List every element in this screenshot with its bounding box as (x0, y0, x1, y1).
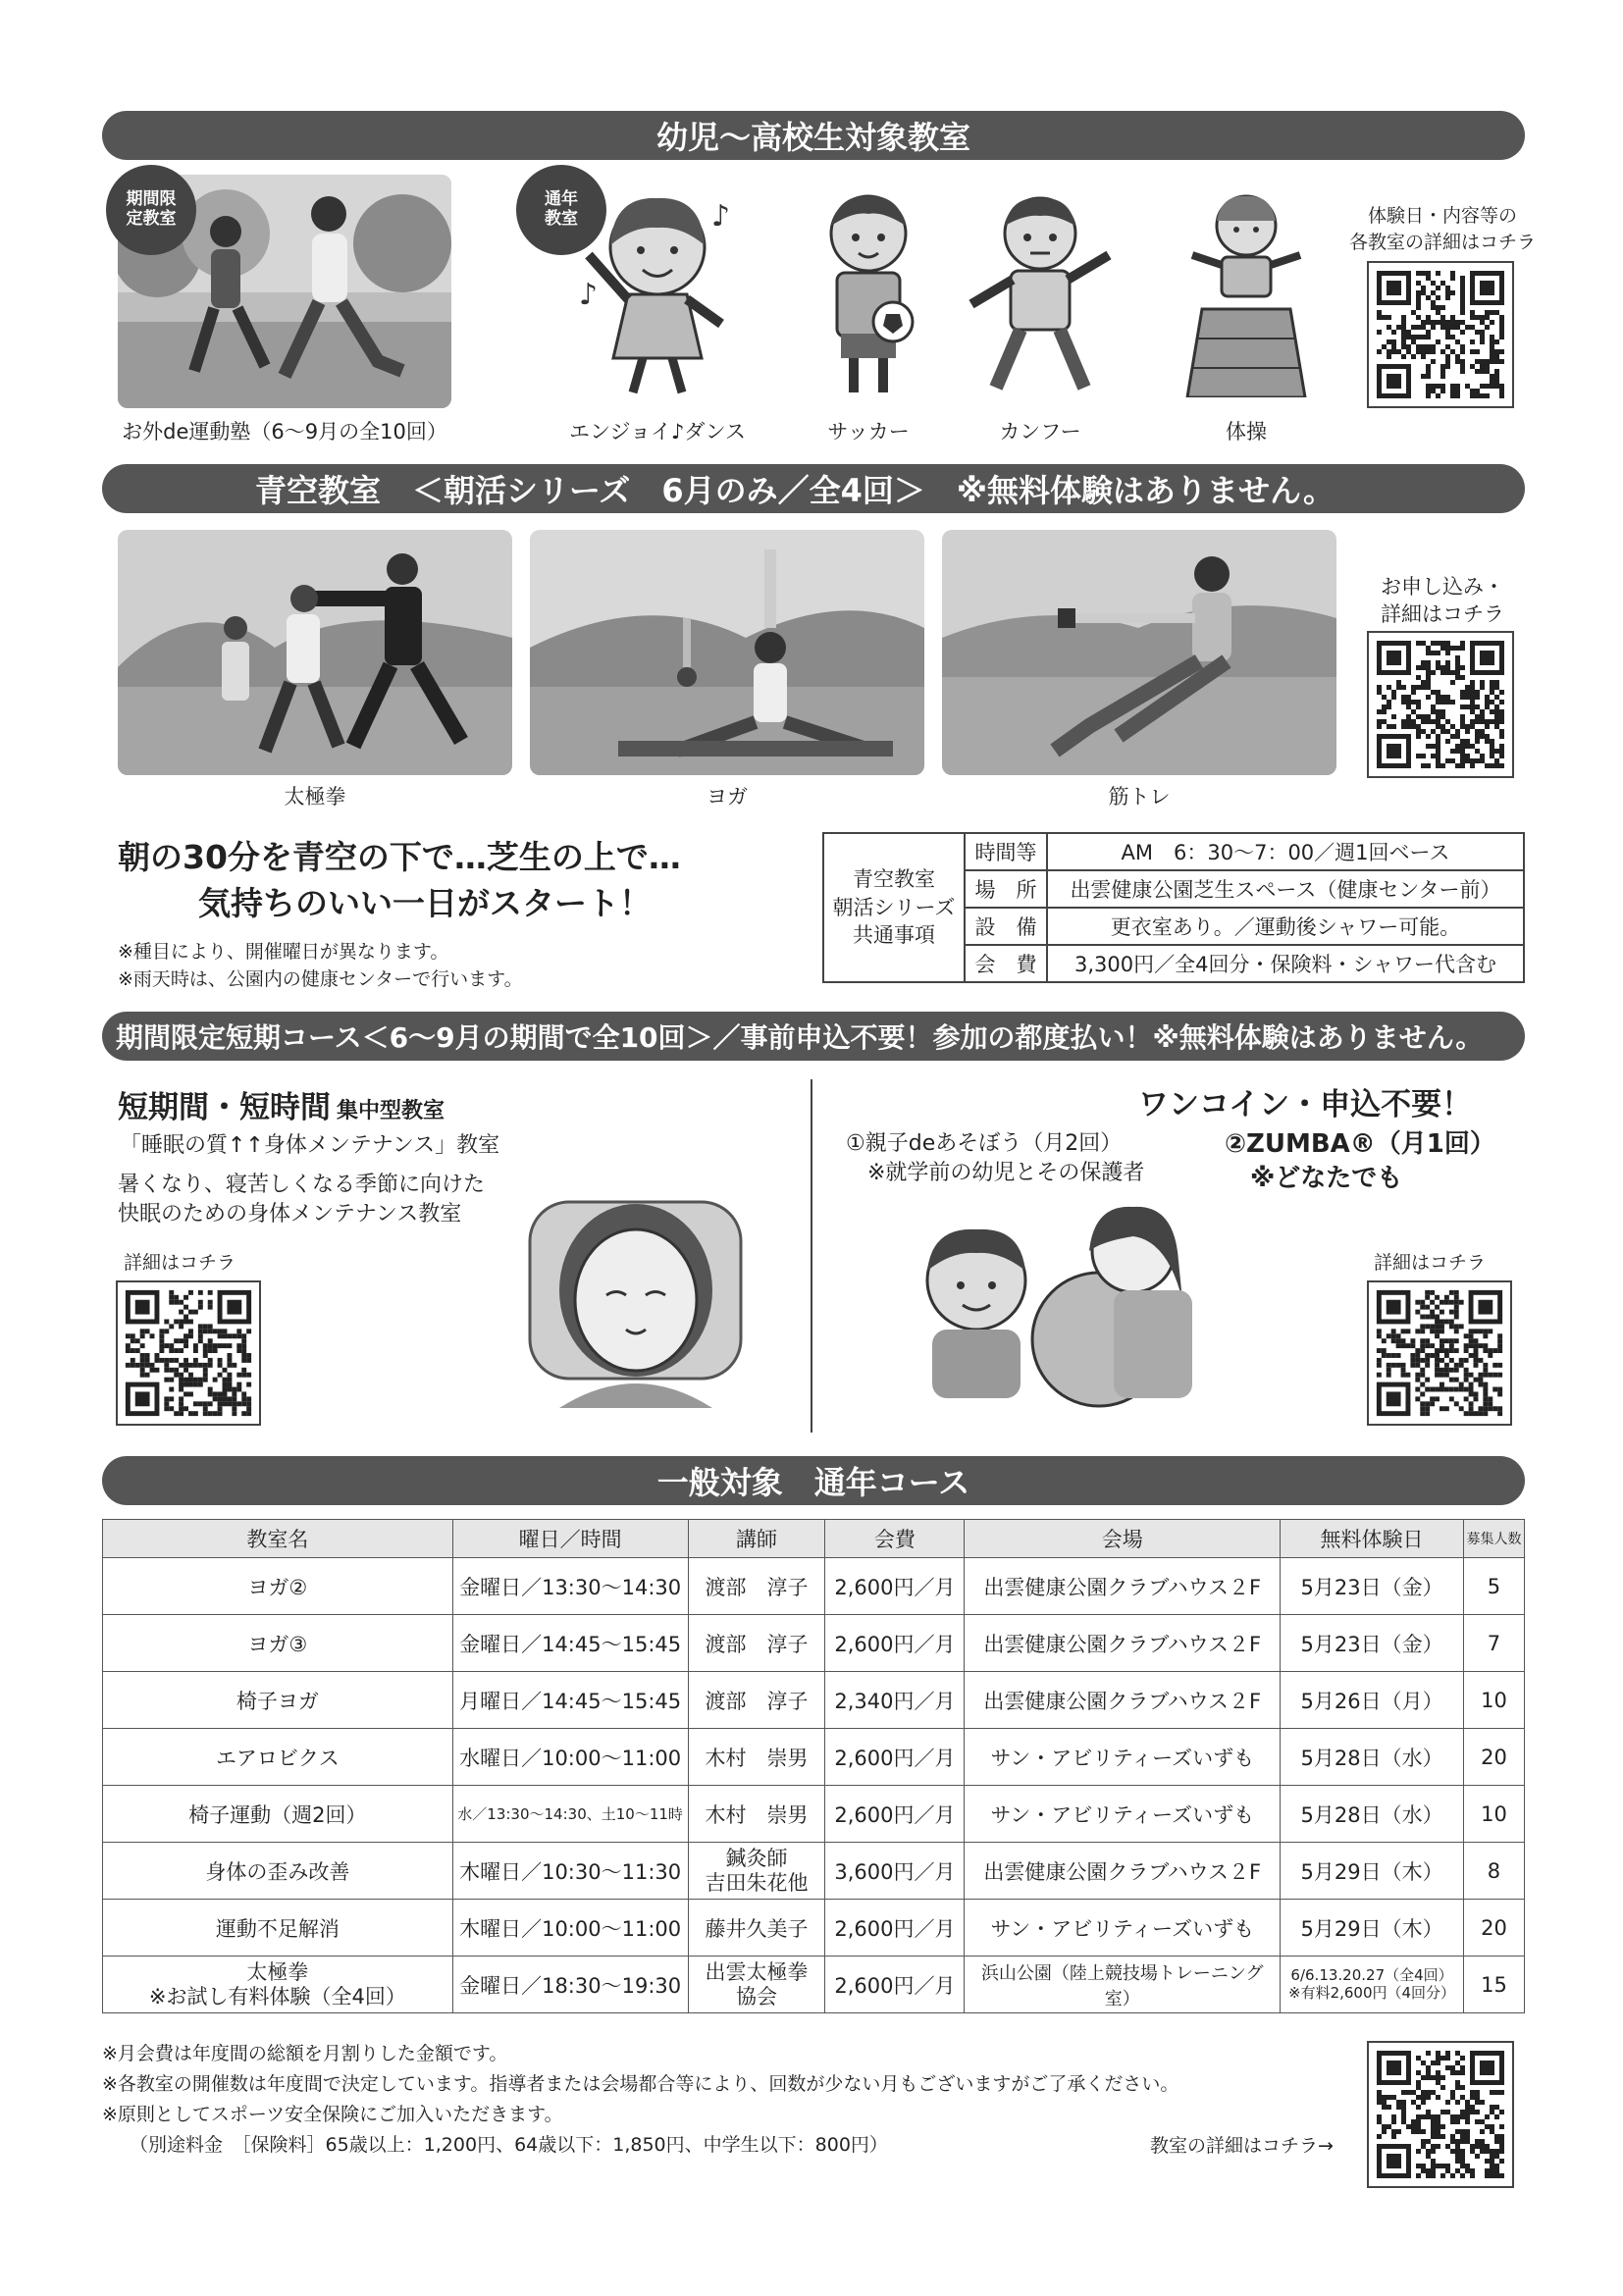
cell-text: 水／13:30〜14:30、土10〜11時 (457, 1805, 683, 1823)
cell-capacity (1463, 1615, 1524, 1672)
cell-fee (825, 1672, 965, 1729)
aozora-note-2: ※雨天時は、公園内の健康センターで行います。 (118, 968, 523, 990)
cell-fee (825, 1957, 965, 2013)
photo-caption-workout: 筋トレ (1108, 785, 1171, 809)
qr-pattern (1369, 633, 1512, 776)
cell-venue (965, 1900, 1281, 1957)
qr-pattern (1369, 2043, 1512, 2186)
cell-venue (965, 1615, 1281, 1672)
class-label-soccer: サッカー (827, 420, 910, 444)
cell-text: 金曜日／14:45〜15:45 (459, 1632, 682, 1656)
cell-text: 椅子ヨガ (236, 1689, 319, 1713)
cell-text: 10 (1481, 1688, 1507, 1712)
parent-child-class: ①親子deあそぼう（月2回） (846, 1131, 1123, 1156)
cell-text: 木村 崇男 (705, 1802, 809, 1827)
footer-note: ※各教室の開催数は年度間で決定しています。指導者または会場都合等により、回数が少ない月もございますがご了承ください。 (102, 2073, 1179, 2095)
dance-illustration (574, 186, 741, 397)
header-capacity: 募集人数 (1463, 1520, 1524, 1558)
header-class-name: 教室名 (103, 1520, 453, 1558)
cell-text: 太極拳 (246, 1960, 309, 1985)
cell-text: ヨガ③ (247, 1632, 308, 1656)
table-header-row (103, 1520, 1525, 1558)
cell-class-name (103, 1558, 453, 1615)
cell-text: サン・アビリティーズいずも (990, 1916, 1255, 1941)
cell-teacher (688, 1615, 825, 1672)
parent-child-illustration (888, 1192, 1212, 1418)
cell-text: 5月28日（水） (1300, 1802, 1443, 1827)
short-course-class: 「睡眠の質↑↑身体メンテナンス」教室 (120, 1133, 500, 1158)
table-row (103, 1957, 1525, 2013)
header-fee: 会費 (825, 1520, 965, 1558)
photo-caption-yoga: ヨガ (707, 785, 748, 809)
short-course-heading: 短期間・短時間 集中型教室 (118, 1090, 445, 1125)
cell-text: 出雲健康公園クラブハウス２F (983, 1632, 1262, 1656)
cell-text: 吉田朱花他 (705, 1870, 809, 1895)
cell-text: 7 (1487, 1631, 1501, 1655)
footer-note: ※月会費は年度間の総額を月割りした金額です。 (102, 2043, 508, 2064)
table-row (103, 1729, 1525, 1786)
cell-class-name (103, 1615, 453, 1672)
cell-text: ※お試し有料体験（全4回） (148, 1984, 406, 2009)
cell-trial-date (1281, 1843, 1464, 1900)
cell-fee (825, 1900, 965, 1957)
section-header-general: 一般対象 通年コース (102, 1456, 1525, 1505)
general-qr-label: 教室の詳細はコチラ→ (1150, 2135, 1334, 2157)
short-course-desc-2: 快眠のための身体メンテナンス教室 (118, 1202, 462, 1226)
cell-capacity (1463, 1729, 1524, 1786)
photo-caption-taichi: 太極拳 (284, 785, 346, 809)
section-divider (811, 1079, 812, 1433)
cell-class-name (103, 1957, 453, 2013)
taichi-photo-art (118, 530, 512, 775)
cell-text: 3,600円／月 (834, 1859, 956, 1884)
info-table-label: 青空教室 朝活シリーズ 共通事項 (823, 833, 965, 982)
table-row (103, 1558, 1525, 1615)
cell-fee (825, 1558, 965, 1615)
cell-teacher (688, 1957, 825, 2013)
one-coin-heading: ワンコイン・申込不要！ (1138, 1087, 1473, 1122)
table-body (103, 1558, 1525, 2013)
cell-text: 渡部 淳子 (705, 1689, 809, 1713)
cell-venue (965, 1843, 1281, 1900)
class-label-dance: エンジョイ♪ダンス (568, 420, 747, 444)
cell-text: 水曜日／10:00〜11:00 (459, 1746, 682, 1770)
cell-text: 出雲健康公園クラブハウス２F (983, 1575, 1262, 1599)
class-label-kungfu: カンフー (999, 420, 1081, 444)
cell-text: ヨガ② (247, 1575, 308, 1599)
short-course-desc-1: 暑くなり、寝苦しくなる季節に向けた (118, 1173, 486, 1197)
cell-text: 協会 (735, 1984, 777, 2009)
qr-pattern (118, 1282, 259, 1424)
cell-text: 出雲健康公園クラブハウス２F (983, 1859, 1262, 1884)
badge-year-round: 通年教室 (516, 165, 606, 255)
qr-pattern (1369, 263, 1512, 406)
cell-class-name (103, 1843, 453, 1900)
cell-day-time (452, 1843, 688, 1900)
zumba-note: ※どなたでも (1250, 1164, 1403, 1193)
cell-fee (825, 1786, 965, 1843)
cell-capacity (1463, 1786, 1524, 1843)
cell-text: 出雲太極拳 (705, 1960, 809, 1985)
cell-text: 20 (1481, 1745, 1507, 1769)
info-key: 会 費 (965, 945, 1047, 982)
cell-text: 木曜日／10:30〜11:30 (459, 1859, 682, 1884)
cell-text: 10 (1481, 1801, 1507, 1826)
table-row (103, 1615, 1525, 1672)
cell-teacher (688, 1843, 825, 1900)
cell-text: 身体の歪み改善 (205, 1859, 350, 1884)
cell-text: 5月26日（月） (1300, 1689, 1443, 1713)
cell-trial-date (1281, 1786, 1464, 1843)
cell-teacher (688, 1672, 825, 1729)
cell-teacher (688, 1900, 825, 1957)
header-teacher: 講師 (688, 1520, 825, 1558)
cell-text: 運動不足解消 (215, 1916, 340, 1941)
cell-text: 2,600円／月 (834, 1575, 956, 1599)
cell-text: 渡部 淳子 (705, 1632, 809, 1656)
svg-text:♪: ♪ (579, 278, 599, 312)
cell-text: 金曜日／18:30〜19:30 (459, 1973, 682, 1998)
headline-line-2: 気持ちのいい一日がスタート！ (198, 884, 652, 922)
info-key: 場 所 (965, 870, 1047, 908)
class-label-gymnastics: 体操 (1226, 420, 1267, 444)
cell-class-name (103, 1900, 453, 1957)
cell-trial-date (1281, 1957, 1464, 2013)
cell-trial-date (1281, 1558, 1464, 1615)
cell-day-time (452, 1786, 688, 1843)
cell-day-time (452, 1900, 688, 1957)
table-row (103, 1786, 1525, 1843)
cell-capacity (1463, 1900, 1524, 1957)
cell-text: 5月29日（木） (1300, 1859, 1443, 1884)
workout-photo-art (942, 530, 1336, 775)
cell-day-time (452, 1729, 688, 1786)
cell-venue (965, 1672, 1281, 1729)
cell-text: 2,600円／月 (834, 1802, 956, 1827)
info-key: 時間等 (965, 833, 1047, 870)
one-coin-qr-label: 詳細はコチラ (1374, 1252, 1487, 1274)
cell-trial-date (1281, 1615, 1464, 1672)
qr-label-aozora-2: 詳細はコチラ (1381, 602, 1504, 626)
cell-teacher (688, 1729, 825, 1786)
cell-venue (965, 1558, 1281, 1615)
cell-text: 5月28日（水） (1300, 1746, 1443, 1770)
cell-text: サン・アビリティーズいずも (990, 1802, 1255, 1827)
cell-capacity (1463, 1843, 1524, 1900)
cell-trial-date (1281, 1729, 1464, 1786)
cell-text: 5月23日（金） (1300, 1632, 1443, 1656)
section-header-short-course: 期間限定短期コース＜6〜9月の期間で全10回＞／事前申込不要！参加の都度払い！※無料体験はありません。 (102, 1012, 1525, 1061)
yoga-photo (530, 530, 924, 775)
cell-text: 渡部 淳子 (705, 1575, 809, 1599)
general-class-table (102, 1519, 1525, 2013)
qr-label-kids-1: 体験日・内容等の (1367, 205, 1517, 227)
cell-text: 2,340円／月 (834, 1689, 956, 1713)
cell-text: 椅子運動（週2回） (188, 1802, 367, 1827)
kungfu-illustration (962, 186, 1119, 397)
cell-text: 木村 崇男 (705, 1746, 809, 1770)
info-value: 出雲健康公園芝生スペース（健康センター前） (1047, 870, 1524, 908)
footer-notes (102, 2039, 1178, 2161)
footer-note: （別途料金 ［保険料］65歳以上：1,200円、64歳以下：1,850円、中学生以下：800円） (130, 2134, 888, 2156)
cell-day-time (452, 1558, 688, 1615)
cell-fee (825, 1729, 965, 1786)
yoga-photo-art (530, 530, 924, 775)
gymnastics-illustration (1182, 186, 1310, 397)
qr-code-short-course[interactable] (116, 1280, 261, 1426)
qr-label-aozora-1: お申し込み・ (1381, 575, 1504, 599)
badge-limited: 期間限定教室 (106, 165, 196, 255)
aozora-note-1: ※種目により、開催曜日が異なります。 (118, 941, 449, 963)
aozora-info-table (822, 832, 1525, 983)
qr-code-one-coin[interactable] (1367, 1280, 1512, 1426)
svg-text:♪: ♪ (711, 199, 731, 234)
cell-fee (825, 1615, 965, 1672)
cell-text: 6/6.13.20.27（全4回） (1290, 1966, 1453, 1985)
header-venue: 会場 (965, 1520, 1281, 1558)
cell-text: 鍼灸師 (725, 1847, 788, 1871)
cell-venue (965, 1729, 1281, 1786)
cell-fee (825, 1843, 965, 1900)
workout-photo (942, 530, 1336, 775)
cell-text: 2,600円／月 (834, 1916, 956, 1941)
qr-code-general[interactable] (1367, 2041, 1514, 2188)
cell-text: サン・アビリティーズいずも (990, 1746, 1255, 1770)
cell-text: 2,600円／月 (834, 1632, 956, 1656)
cell-class-name (103, 1729, 453, 1786)
cell-teacher (688, 1786, 825, 1843)
soccer-illustration (810, 186, 927, 397)
parent-child-note: ※就学前の幼児とその保護者 (867, 1161, 1145, 1185)
table-row (103, 1843, 1525, 1900)
info-value: AM 6：30〜7：00／週1回ベース (1047, 833, 1524, 870)
cell-text: 藤井久美子 (705, 1916, 809, 1941)
cell-class-name (103, 1672, 453, 1729)
table-row (103, 1672, 1525, 1729)
cell-text: 5月29日（木） (1300, 1916, 1443, 1941)
info-key: 設 備 (965, 908, 1047, 945)
cell-text: エアロビクス (215, 1746, 340, 1770)
info-value: 更衣室あり。／運動後シャワー可能。 (1047, 908, 1524, 945)
cell-day-time (452, 1957, 688, 2013)
qr-code-kids[interactable] (1367, 261, 1514, 408)
cell-text: 2,600円／月 (834, 1746, 956, 1770)
cell-text: 8 (1487, 1858, 1501, 1883)
cell-trial-date (1281, 1900, 1464, 1957)
cell-text: 20 (1481, 1915, 1507, 1940)
cell-text: ※有料2,600円（4回分） (1288, 1983, 1456, 2002)
cell-text: 5月23日（金） (1300, 1575, 1443, 1599)
cell-capacity (1463, 1558, 1524, 1615)
qr-pattern (1369, 1282, 1510, 1424)
cell-text: 5 (1487, 1574, 1501, 1598)
cell-venue (965, 1957, 1281, 2013)
cell-text: 金曜日／13:30〜14:30 (459, 1575, 682, 1599)
zumba-class: ②ZUMBA®（月1回） (1225, 1129, 1495, 1159)
header-day-time: 曜日／時間 (452, 1520, 688, 1558)
outdoor-caption: お外de運動塾（6〜9月の全10回） (122, 420, 447, 444)
cell-venue (965, 1786, 1281, 1843)
taichi-photo (118, 530, 512, 775)
header-trial-date: 無料体験日 (1281, 1520, 1464, 1558)
cell-trial-date (1281, 1672, 1464, 1729)
cell-text: 15 (1481, 1972, 1507, 1997)
footer-note: ※原則としてスポーツ安全保険にご加入いただきます。 (102, 2104, 563, 2125)
headline-line-1: 朝の30分を青空の下で…芝生の上で… (118, 838, 681, 876)
cell-text: 月曜日／14:45〜15:45 (459, 1689, 682, 1713)
cell-teacher (688, 1558, 825, 1615)
section-header-aozora: 青空教室 ＜朝活シリーズ 6月のみ／全4回＞ ※無料体験はありません。 (102, 464, 1525, 513)
qr-label-kids-2: 各教室の詳細はコチラ (1348, 232, 1536, 253)
cell-capacity (1463, 1672, 1524, 1729)
qr-code-aozora[interactable] (1367, 631, 1514, 778)
info-value: 3,300円／全4回分・保険料・シャワー代含む (1047, 945, 1524, 982)
cell-text: 木曜日／10:00〜11:00 (459, 1916, 682, 1941)
cell-text: 出雲健康公園クラブハウス２F (983, 1689, 1262, 1713)
section-header-kids: 幼児〜高校生対象教室 (102, 111, 1525, 160)
cell-day-time (452, 1672, 688, 1729)
table-row (103, 1900, 1525, 1957)
sleep-illustration (520, 1173, 751, 1408)
cell-text: 浜山公園（陸上競技場トレーニング室） (980, 1962, 1264, 2009)
cell-day-time (452, 1615, 688, 1672)
cell-class-name (103, 1786, 453, 1843)
short-course-qr-label: 詳細はコチラ (124, 1252, 236, 1274)
cell-capacity (1463, 1957, 1524, 2013)
cell-text: 2,600円／月 (834, 1973, 956, 1998)
